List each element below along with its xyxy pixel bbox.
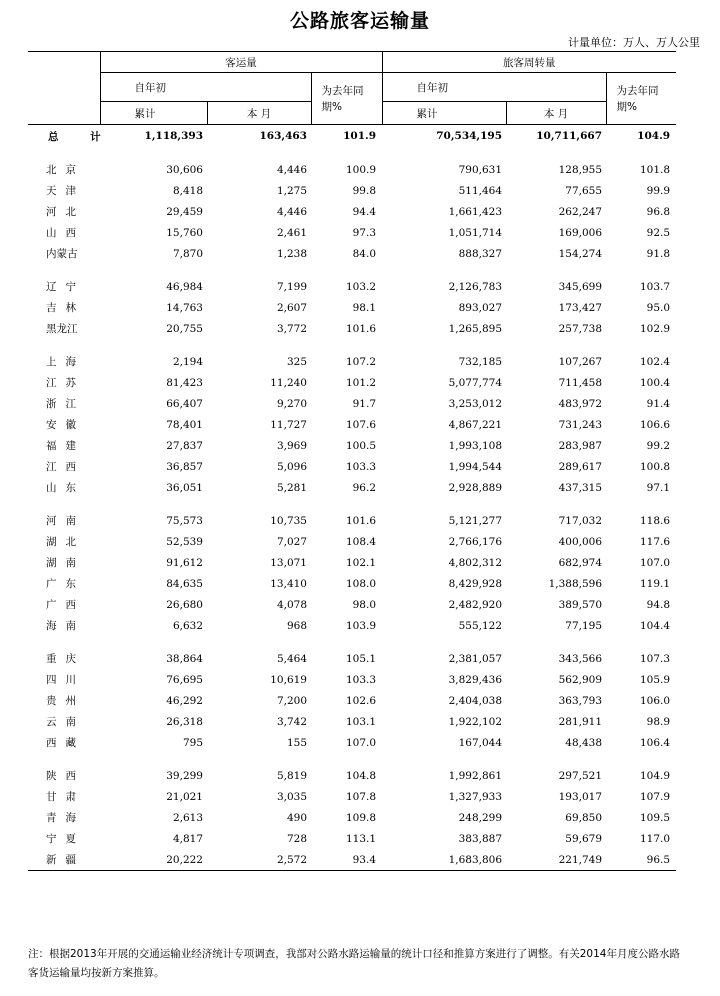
cell-turnover-this-month: 711,458 <box>558 376 603 389</box>
cell-turnover-this-month: 297,521 <box>558 769 603 782</box>
region-name: 吉林 <box>46 302 85 314</box>
cell-volume-yoy: 107.6 <box>345 418 377 431</box>
table-row <box>28 297 676 318</box>
cell-volume-yoy: 108.4 <box>345 535 377 548</box>
cell-volume-this-month: 5,281 <box>276 481 307 494</box>
cell-volume-this-month: 4,078 <box>276 598 307 611</box>
cell-volume-this-month: 7,200 <box>276 694 307 707</box>
cell-volume-yoy: 103.3 <box>345 673 377 686</box>
cell-turnover-this-month: 262,247 <box>558 205 603 218</box>
table-row <box>28 615 676 636</box>
cell-volume-this-month: 728 <box>286 832 307 845</box>
cell-volume-yoy: 102.1 <box>345 556 377 569</box>
table-row <box>28 552 676 573</box>
group-spacer <box>28 498 676 510</box>
region-name: 贵州 <box>46 695 85 707</box>
cell-volume-yoy: 107.0 <box>345 736 377 749</box>
cell-turnover-cumulative: 1,265,895 <box>448 322 503 335</box>
cell-turnover-cumulative: 1,683,806 <box>382 849 506 871</box>
cell-volume-cumulative: 20,222 <box>100 849 207 871</box>
yoy-header-line1: 为去年同 <box>616 84 659 97</box>
cell-turnover-yoy: 95.0 <box>646 301 671 314</box>
cell-volume-yoy: 96.2 <box>352 481 377 494</box>
region-name: 重庆 <box>46 653 85 665</box>
yoy-header-line2: 期% <box>321 100 342 113</box>
cell-turnover-cumulative: 3,253,012 <box>448 397 503 410</box>
region-name: 宁夏 <box>46 833 85 845</box>
table-row <box>28 201 676 222</box>
table-row <box>28 477 676 498</box>
cell-volume-this-month: 5,096 <box>276 460 307 473</box>
cell-turnover-this-month: 257,738 <box>558 322 603 335</box>
cell-volume-this-month: 3,742 <box>276 715 307 728</box>
table-row <box>28 573 676 594</box>
table-row <box>28 531 676 552</box>
cell-volume-cumulative: 1,118,393 <box>144 130 203 142</box>
cell-volume-yoy: 98.0 <box>352 598 377 611</box>
cell-turnover-cumulative: 1,661,423 <box>448 205 503 218</box>
region-name: 山东 <box>46 482 85 494</box>
cell-volume-yoy: 93.4 <box>311 849 382 871</box>
cell-turnover-yoy: 96.8 <box>646 205 671 218</box>
cell-turnover-cumulative: 1,051,714 <box>448 226 503 239</box>
cell-volume-yoy: 107.2 <box>345 355 377 368</box>
cell-turnover-this-month: 77,195 <box>565 619 603 632</box>
region-name: 湖北 <box>46 536 85 548</box>
cell-turnover-yoy: 117.0 <box>639 832 671 845</box>
cell-turnover-yoy: 117.6 <box>639 535 671 548</box>
cell-turnover-yoy: 119.1 <box>639 577 671 590</box>
cell-turnover-cumulative: 70,534,195 <box>436 130 503 142</box>
cell-volume-cumulative: 81,423 <box>166 376 203 389</box>
cell-volume-this-month: 163,463 <box>259 130 307 142</box>
cell-volume-cumulative: 20,755 <box>166 322 203 335</box>
cell-turnover-this-month: 69,850 <box>565 811 603 824</box>
table-row <box>28 393 676 414</box>
cell-turnover-this-month: 562,909 <box>558 673 603 686</box>
cell-volume-yoy: 101.9 <box>343 130 377 142</box>
cell-volume-this-month: 1,238 <box>276 247 307 260</box>
cell-volume-yoy: 103.2 <box>345 280 377 293</box>
cell-turnover-yoy: 100.4 <box>639 376 671 389</box>
cell-volume-this-month: 13,410 <box>270 577 307 590</box>
cell-volume-cumulative: 30,606 <box>166 163 203 176</box>
region-name: 上海 <box>46 356 85 368</box>
cell-volume-yoy: 107.8 <box>345 790 377 803</box>
cell-turnover-cumulative: 893,027 <box>458 301 503 314</box>
cell-turnover-this-month: 173,427 <box>558 301 603 314</box>
region-name: 湖南 <box>46 557 85 569</box>
cell-turnover-this-month: 154,274 <box>558 247 603 260</box>
region-name: 云南 <box>46 716 85 728</box>
region-name: 总 计 <box>48 130 115 143</box>
cell-volume-cumulative: 75,573 <box>166 514 203 527</box>
cell-turnover-cumulative: 2,928,889 <box>448 481 503 494</box>
cell-volume-yoy: 101.6 <box>345 514 377 527</box>
cell-volume-cumulative: 26,680 <box>166 598 203 611</box>
table-row <box>28 180 676 201</box>
cell-turnover-this-month: 483,972 <box>558 397 603 410</box>
table-row <box>28 669 676 690</box>
cell-turnover-yoy: 106.4 <box>639 736 671 749</box>
cell-volume-yoy: 102.6 <box>345 694 377 707</box>
cell-volume-this-month: 3,035 <box>276 790 307 803</box>
table-row <box>28 648 676 669</box>
cell-turnover-cumulative: 790,631 <box>458 163 503 176</box>
cell-turnover-cumulative: 2,381,057 <box>448 652 503 665</box>
cell-turnover-cumulative: 3,829,436 <box>448 673 503 686</box>
this-month-label-turnover: 本 月 <box>506 102 606 125</box>
cell-turnover-this-month: 193,017 <box>558 790 603 803</box>
cell-turnover-cumulative: 4,867,221 <box>448 418 503 431</box>
cell-volume-cumulative: 91,612 <box>166 556 203 569</box>
table-row <box>28 690 676 711</box>
table-row <box>28 594 676 615</box>
cell-turnover-cumulative: 1,993,108 <box>448 439 503 452</box>
region-name: 新疆 <box>28 849 100 871</box>
cell-turnover-yoy: 107.3 <box>639 652 671 665</box>
cell-volume-cumulative: 795 <box>182 736 203 749</box>
cell-turnover-this-month: 283,987 <box>558 439 603 452</box>
cell-turnover-yoy: 98.9 <box>646 715 671 728</box>
table-row <box>28 711 676 732</box>
region-name: 江苏 <box>46 377 85 389</box>
cell-turnover-yoy: 101.8 <box>639 163 671 176</box>
cell-volume-this-month: 1,275 <box>276 184 307 197</box>
cell-turnover-yoy: 91.8 <box>646 247 671 260</box>
yoy-header-volume <box>311 73 382 125</box>
cell-volume-cumulative: 26,318 <box>166 715 203 728</box>
region-name: 广东 <box>46 578 85 590</box>
region-name: 甘肃 <box>46 791 85 803</box>
region-name: 西藏 <box>46 737 85 749</box>
cell-turnover-yoy: 97.1 <box>646 481 671 494</box>
cell-turnover-this-month: 289,617 <box>558 460 603 473</box>
cell-volume-cumulative: 4,817 <box>172 832 203 845</box>
region-name: 内蒙古 <box>46 248 78 260</box>
cell-volume-this-month: 968 <box>286 619 307 632</box>
cell-volume-this-month: 13,071 <box>270 556 307 569</box>
table-row <box>28 243 676 264</box>
cell-volume-cumulative: 29,459 <box>166 205 203 218</box>
table-row <box>28 372 676 393</box>
region-name: 四川 <box>46 674 85 686</box>
group-spacer <box>28 753 676 765</box>
footnote: 注：根据2013年开展的交通运输业经济统计专项调查，我部对公路水路运输量的统计口径和推算方案进行了调整。有关2014年月度公路水路客货运输量均按新方案推算。 <box>28 948 680 979</box>
cell-volume-this-month: 2,572 <box>207 849 311 871</box>
group-spacer <box>28 636 676 648</box>
cell-volume-this-month: 490 <box>286 811 307 824</box>
cell-volume-cumulative: 2,613 <box>172 811 203 824</box>
cell-volume-yoy: 104.8 <box>345 769 377 782</box>
cell-volume-yoy: 101.2 <box>345 376 377 389</box>
cell-turnover-cumulative: 248,299 <box>458 811 503 824</box>
cell-volume-yoy: 101.6 <box>345 322 377 335</box>
cell-turnover-this-month: 59,679 <box>565 832 603 845</box>
table-row <box>28 828 676 849</box>
cell-volume-cumulative: 36,051 <box>166 481 203 494</box>
cell-turnover-cumulative: 1,992,861 <box>448 769 503 782</box>
cell-turnover-cumulative: 8,429,928 <box>448 577 503 590</box>
cell-volume-this-month: 10,735 <box>270 514 307 527</box>
cell-volume-yoy: 91.7 <box>352 397 377 410</box>
spacer-cell <box>28 498 676 510</box>
cell-volume-this-month: 2,607 <box>276 301 307 314</box>
cell-volume-yoy: 103.9 <box>345 619 377 632</box>
yoy-header-turnover <box>606 73 676 125</box>
passenger-turnover-header: 旅客周转量 <box>382 52 676 73</box>
cell-turnover-cumulative: 2,482,920 <box>448 598 503 611</box>
cell-volume-yoy: 98.1 <box>352 301 377 314</box>
table-row <box>28 765 676 786</box>
cell-turnover-cumulative: 2,766,176 <box>448 535 503 548</box>
cell-volume-yoy: 103.1 <box>345 715 377 728</box>
cell-turnover-this-month: 437,315 <box>558 481 603 494</box>
cell-turnover-cumulative: 167,044 <box>458 736 503 749</box>
cell-volume-yoy: 113.1 <box>345 832 377 845</box>
table-row <box>28 351 676 372</box>
cell-volume-cumulative: 39,299 <box>166 769 203 782</box>
region-name: 浙江 <box>46 398 85 410</box>
cell-volume-this-month: 155 <box>286 736 307 749</box>
ytd-label-volume: 自年初 <box>100 73 311 102</box>
cell-turnover-cumulative: 1,922,102 <box>448 715 503 728</box>
cell-turnover-this-month: 345,699 <box>558 280 603 293</box>
cell-turnover-cumulative: 2,404,038 <box>448 694 503 707</box>
cell-volume-this-month: 5,464 <box>276 652 307 665</box>
cumulative-label-turnover: 累计 <box>382 102 506 125</box>
cell-turnover-this-month: 281,911 <box>558 715 603 728</box>
cell-turnover-this-month: 77,655 <box>565 184 603 197</box>
passenger-transport-table <box>28 51 676 871</box>
cell-volume-this-month: 9,270 <box>276 397 307 410</box>
cell-volume-yoy: 84.0 <box>352 247 377 260</box>
cell-turnover-yoy: 94.8 <box>646 598 671 611</box>
cell-volume-cumulative: 52,539 <box>166 535 203 548</box>
table-row <box>28 786 676 807</box>
region-name: 辽宁 <box>46 281 85 293</box>
data-table-container <box>28 51 676 871</box>
cell-turnover-yoy: 106.0 <box>639 694 671 707</box>
cell-turnover-this-month: 169,006 <box>558 226 603 239</box>
table-row <box>28 807 676 828</box>
cell-turnover-this-month: 107,267 <box>558 355 603 368</box>
table-row <box>28 456 676 477</box>
region-name: 山西 <box>46 227 85 239</box>
cell-turnover-yoy: 107.9 <box>639 790 671 803</box>
cell-turnover-yoy: 104.9 <box>639 769 671 782</box>
cell-volume-cumulative: 66,407 <box>166 397 203 410</box>
region-name: 河南 <box>46 515 85 527</box>
group-spacer <box>28 147 676 159</box>
cell-turnover-yoy: 105.9 <box>639 673 671 686</box>
region-name: 河北 <box>46 206 85 218</box>
cell-volume-cumulative: 2,194 <box>172 355 203 368</box>
cell-volume-this-month: 325 <box>286 355 307 368</box>
cell-turnover-yoy: 102.4 <box>639 355 671 368</box>
cell-volume-cumulative: 84,635 <box>166 577 203 590</box>
cell-turnover-this-month: 389,570 <box>558 598 603 611</box>
cell-turnover-yoy: 96.5 <box>606 849 676 871</box>
cell-volume-cumulative: 6,632 <box>172 619 203 632</box>
cell-volume-cumulative: 8,418 <box>172 184 203 197</box>
page-title: 公路旅客运输量 <box>289 10 430 32</box>
cell-volume-yoy: 100.5 <box>345 439 377 452</box>
spacer-cell <box>28 339 676 351</box>
cell-turnover-cumulative: 2,126,783 <box>448 280 503 293</box>
ytd-label-turnover: 自年初 <box>382 73 606 102</box>
yoy-header-line1: 为去年同 <box>321 84 364 97</box>
unit-label: 计量单位：万人、万人公里 <box>568 36 700 49</box>
region-name: 安徽 <box>46 419 85 431</box>
region-name: 黑龙江 <box>46 323 78 335</box>
cell-turnover-cumulative: 4,802,312 <box>448 556 503 569</box>
cell-turnover-this-month: 48,438 <box>565 736 603 749</box>
cell-turnover-yoy: 92.5 <box>646 226 671 239</box>
cell-turnover-yoy: 118.6 <box>639 514 671 527</box>
region-name: 青海 <box>46 812 85 824</box>
cell-volume-this-month: 11,727 <box>270 418 307 431</box>
table-row <box>28 159 676 180</box>
cell-turnover-this-month: 717,032 <box>558 514 603 527</box>
cell-turnover-this-month: 128,955 <box>558 163 603 176</box>
cell-turnover-this-month: 363,793 <box>558 694 603 707</box>
passenger-volume-header: 客运量 <box>100 52 382 73</box>
cell-volume-cumulative: 21,021 <box>166 790 203 803</box>
table-row <box>28 435 676 456</box>
table-row <box>28 222 676 243</box>
cell-volume-yoy: 105.1 <box>345 652 377 665</box>
cell-turnover-this-month: 682,974 <box>558 556 603 569</box>
cell-volume-yoy: 97.3 <box>352 226 377 239</box>
cell-volume-yoy: 103.3 <box>345 460 377 473</box>
cell-volume-cumulative: 36,857 <box>166 460 203 473</box>
table-row <box>28 318 676 339</box>
cell-turnover-this-month: 343,566 <box>558 652 603 665</box>
cell-volume-cumulative: 38,864 <box>166 652 203 665</box>
cell-volume-cumulative: 78,401 <box>166 418 203 431</box>
cell-turnover-this-month: 221,749 <box>506 849 606 871</box>
cell-turnover-yoy: 104.9 <box>637 130 671 142</box>
cell-volume-this-month: 7,027 <box>276 535 307 548</box>
spacer-cell <box>28 636 676 648</box>
region-name: 天津 <box>46 185 85 197</box>
spacer-cell <box>28 753 676 765</box>
table-row <box>28 732 676 753</box>
cell-volume-this-month: 7,199 <box>276 280 307 293</box>
region-header-cell <box>28 52 100 125</box>
cell-turnover-yoy: 106.6 <box>639 418 671 431</box>
cell-turnover-yoy: 102.9 <box>639 322 671 335</box>
cell-volume-this-month: 5,819 <box>276 769 307 782</box>
table-row <box>28 849 676 871</box>
cell-volume-cumulative: 46,292 <box>166 694 203 707</box>
cumulative-label-volume: 累计 <box>100 102 207 125</box>
cell-volume-yoy: 100.9 <box>345 163 377 176</box>
yoy-header-line2: 期% <box>616 100 637 113</box>
table-row <box>28 414 676 435</box>
table-header <box>28 52 676 125</box>
cell-turnover-this-month: 1,388,596 <box>548 577 603 590</box>
cell-turnover-this-month: 731,243 <box>558 418 603 431</box>
cell-volume-this-month: 4,446 <box>276 163 307 176</box>
cell-turnover-cumulative: 1,327,933 <box>448 790 503 803</box>
cell-turnover-cumulative: 555,122 <box>458 619 503 632</box>
cell-turnover-cumulative: 5,077,774 <box>448 376 503 389</box>
table-row <box>28 125 676 148</box>
cell-volume-this-month: 11,240 <box>270 376 307 389</box>
region-name: 江西 <box>46 461 85 473</box>
cell-volume-cumulative: 76,695 <box>166 673 203 686</box>
this-month-label-volume: 本 月 <box>207 102 311 125</box>
cell-turnover-yoy: 103.7 <box>639 280 671 293</box>
spacer-cell <box>28 264 676 276</box>
cell-turnover-this-month: 10,711,667 <box>536 130 603 142</box>
cell-volume-this-month: 4,446 <box>276 205 307 218</box>
cell-turnover-cumulative: 1,994,544 <box>448 460 503 473</box>
region-name: 福建 <box>46 440 85 452</box>
table-row <box>28 510 676 531</box>
cell-turnover-this-month: 400,006 <box>558 535 603 548</box>
cell-volume-this-month: 2,461 <box>276 226 307 239</box>
cell-volume-cumulative: 46,984 <box>166 280 203 293</box>
spacer-cell <box>28 147 676 159</box>
cell-volume-cumulative: 14,763 <box>166 301 203 314</box>
table-row <box>28 276 676 297</box>
cell-turnover-yoy: 109.5 <box>639 811 671 824</box>
cell-volume-this-month: 3,772 <box>276 322 307 335</box>
cell-turnover-cumulative: 511,464 <box>458 184 503 197</box>
cell-turnover-cumulative: 5,121,277 <box>448 514 503 527</box>
cell-turnover-cumulative: 383,887 <box>458 832 503 845</box>
region-name: 广西 <box>46 599 85 611</box>
group-spacer <box>28 264 676 276</box>
region-name: 海南 <box>46 620 85 632</box>
cell-volume-yoy: 94.4 <box>352 205 377 218</box>
cell-turnover-yoy: 99.2 <box>646 439 671 452</box>
cell-turnover-yoy: 104.4 <box>639 619 671 632</box>
table-body <box>28 125 676 871</box>
cell-volume-yoy: 109.8 <box>345 811 377 824</box>
cell-volume-cumulative: 27,837 <box>166 439 203 452</box>
cell-volume-yoy: 99.8 <box>352 184 377 197</box>
cell-volume-cumulative: 15,760 <box>166 226 203 239</box>
cell-turnover-cumulative: 732,185 <box>458 355 503 368</box>
cell-volume-yoy: 108.0 <box>345 577 377 590</box>
cell-volume-cumulative: 7,870 <box>172 247 203 260</box>
region-name: 北京 <box>46 164 85 176</box>
group-spacer <box>28 339 676 351</box>
cell-turnover-yoy: 91.4 <box>646 397 671 410</box>
cell-volume-this-month: 10,619 <box>270 673 307 686</box>
cell-turnover-cumulative: 888,327 <box>458 247 503 260</box>
cell-volume-this-month: 3,969 <box>276 439 307 452</box>
cell-turnover-yoy: 100.8 <box>639 460 671 473</box>
region-name: 陕西 <box>46 770 85 782</box>
cell-turnover-yoy: 99.9 <box>646 184 671 197</box>
cell-turnover-yoy: 107.0 <box>639 556 671 569</box>
